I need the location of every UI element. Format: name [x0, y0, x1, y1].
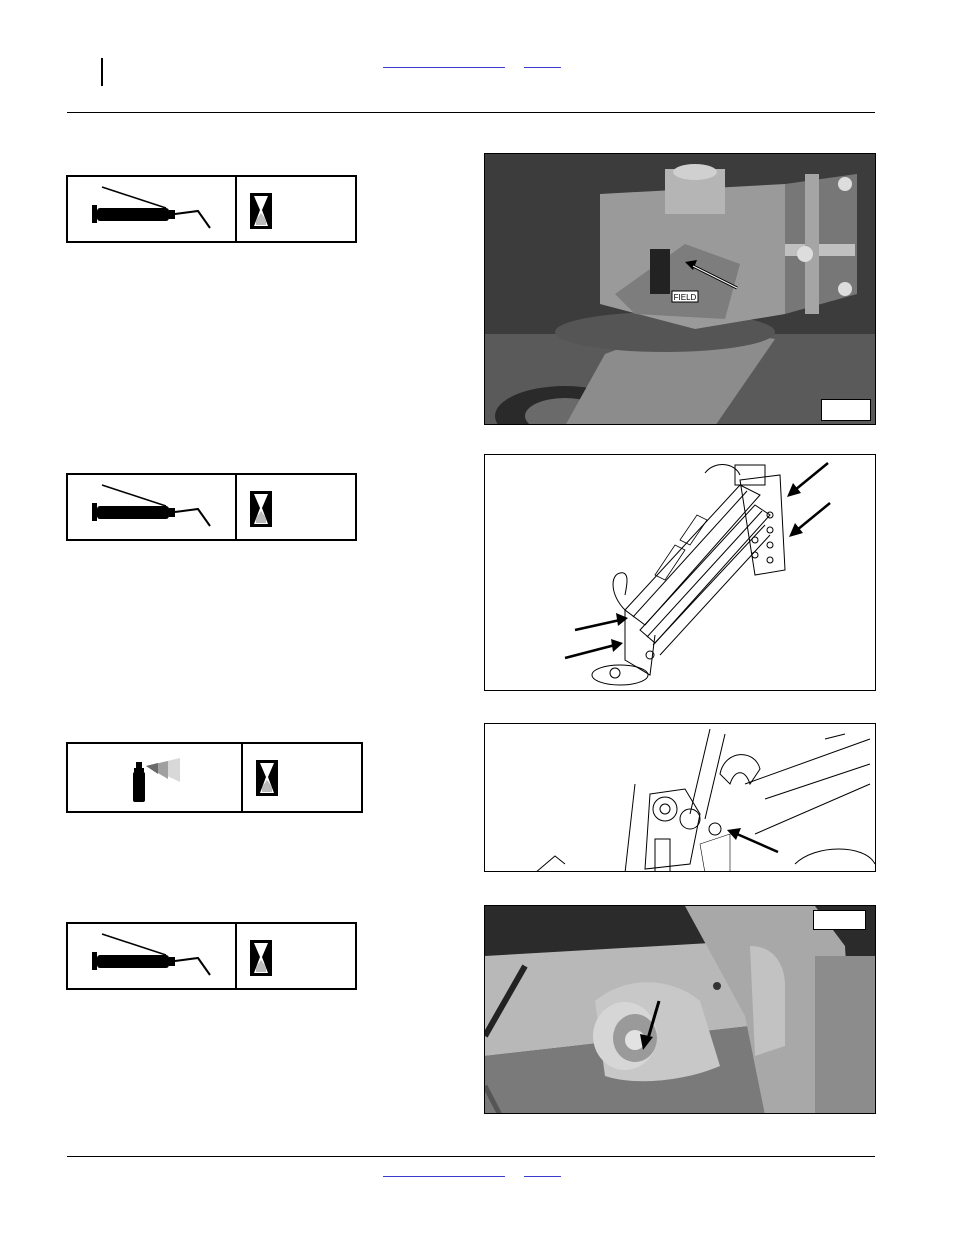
figure-photo-4 — [484, 905, 876, 1114]
header-link-2[interactable] — [524, 67, 561, 68]
lube-symbol-box-4 — [66, 922, 357, 990]
lube-symbol-box-2 — [66, 473, 357, 541]
grease-gun-icon — [68, 475, 238, 539]
header-link-1[interactable] — [383, 67, 505, 68]
figure-drawing-3 — [484, 723, 876, 872]
header-margin-mark — [101, 58, 103, 86]
hourglass-icon — [250, 193, 274, 231]
grease-gun-icon — [68, 924, 238, 988]
lube-symbol-box-3 — [66, 742, 363, 813]
field-decal-text: FIELD — [673, 293, 697, 302]
footer-rule — [67, 1156, 875, 1157]
header-rule — [67, 112, 875, 113]
hourglass-icon — [256, 760, 280, 798]
hourglass-icon — [250, 940, 274, 978]
figure-number-tag-4 — [813, 910, 866, 930]
lube-symbol-box-1 — [66, 175, 357, 243]
figure-photo-1 — [484, 153, 876, 425]
footer-link-2[interactable] — [524, 1176, 561, 1177]
footer-link-1[interactable] — [383, 1176, 505, 1177]
grease-gun-icon — [68, 177, 238, 241]
spray-can-icon — [128, 754, 188, 806]
hourglass-icon — [250, 491, 274, 529]
figure-drawing-2 — [484, 454, 876, 691]
figure-number-tag-1 — [821, 399, 871, 421]
